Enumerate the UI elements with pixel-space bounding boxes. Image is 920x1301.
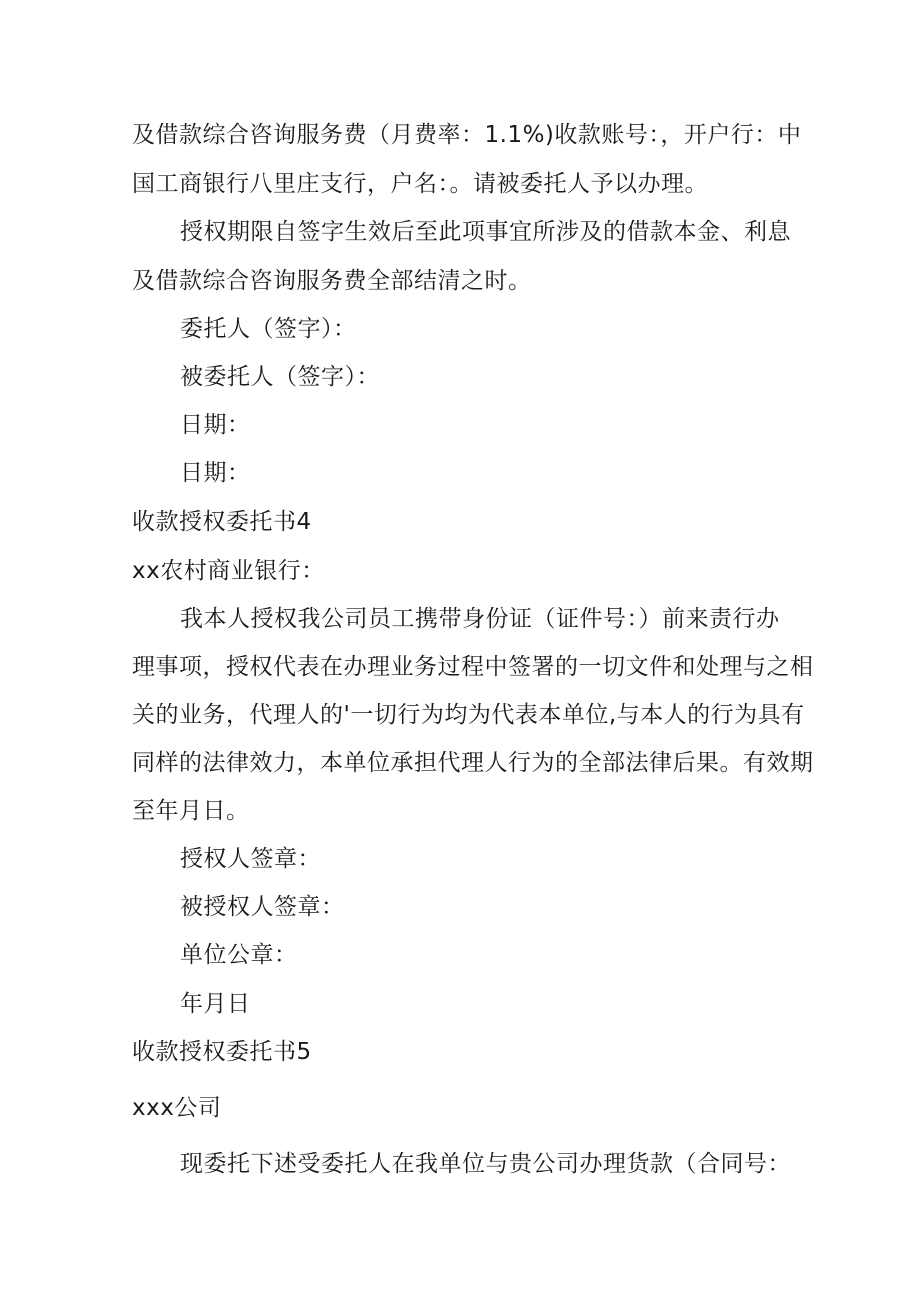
addressee: xx农村商业银行： — [132, 558, 325, 584]
paragraph-line: 同样的法律效力，本单位承担代理人行为的全部法律后果。有效期 — [132, 750, 814, 776]
paragraph-line: 关的业务，代理人的'一切行为均为代表本单位,与本人的行为具有 — [132, 702, 805, 728]
date-field-label: 日期： — [180, 460, 251, 486]
paragraph-line: 现委托下述受委托人在我单位与贵公司办理货款（合同号： — [180, 1151, 791, 1177]
section-title: 收款授权委托书5 — [132, 1039, 312, 1065]
paragraph-line: 授权期限自签字生效后至此项事宜所涉及的借款本金、利息 — [180, 219, 791, 245]
signature-field-label: 被授权人签章： — [180, 894, 345, 920]
section-title: 收款授权委托书4 — [132, 509, 312, 535]
paragraph-line: 及借款综合咨询服务费（月费率：1.1%)收款账号：，开户行：中 — [132, 122, 802, 148]
addressee: xxx公司 — [132, 1095, 222, 1121]
seal-field-label: 单位公章： — [180, 942, 298, 968]
paragraph-line: 国工商银行八里庄支行，户名：。请被委托人予以办理。 — [132, 171, 708, 197]
signature-field-label: 授权人签章： — [180, 846, 321, 872]
paragraph-line: 至年月日。 — [132, 798, 250, 824]
signature-field-label: 委托人（签字）： — [180, 316, 357, 342]
date-field-label: 日期： — [180, 412, 251, 438]
paragraph-line: 理事项，授权代表在办理业务过程中签署的一切文件和处理与之相 — [132, 654, 814, 680]
paragraph-line: 及借款综合咨询服务费全部结清之时。 — [132, 268, 532, 294]
date-field-label: 年月日 — [180, 991, 251, 1017]
signature-field-label: 被委托人（签字）： — [180, 364, 380, 390]
paragraph-line: 我本人授权我公司员工携带身份证（证件号：）前来责行办 — [180, 606, 780, 632]
